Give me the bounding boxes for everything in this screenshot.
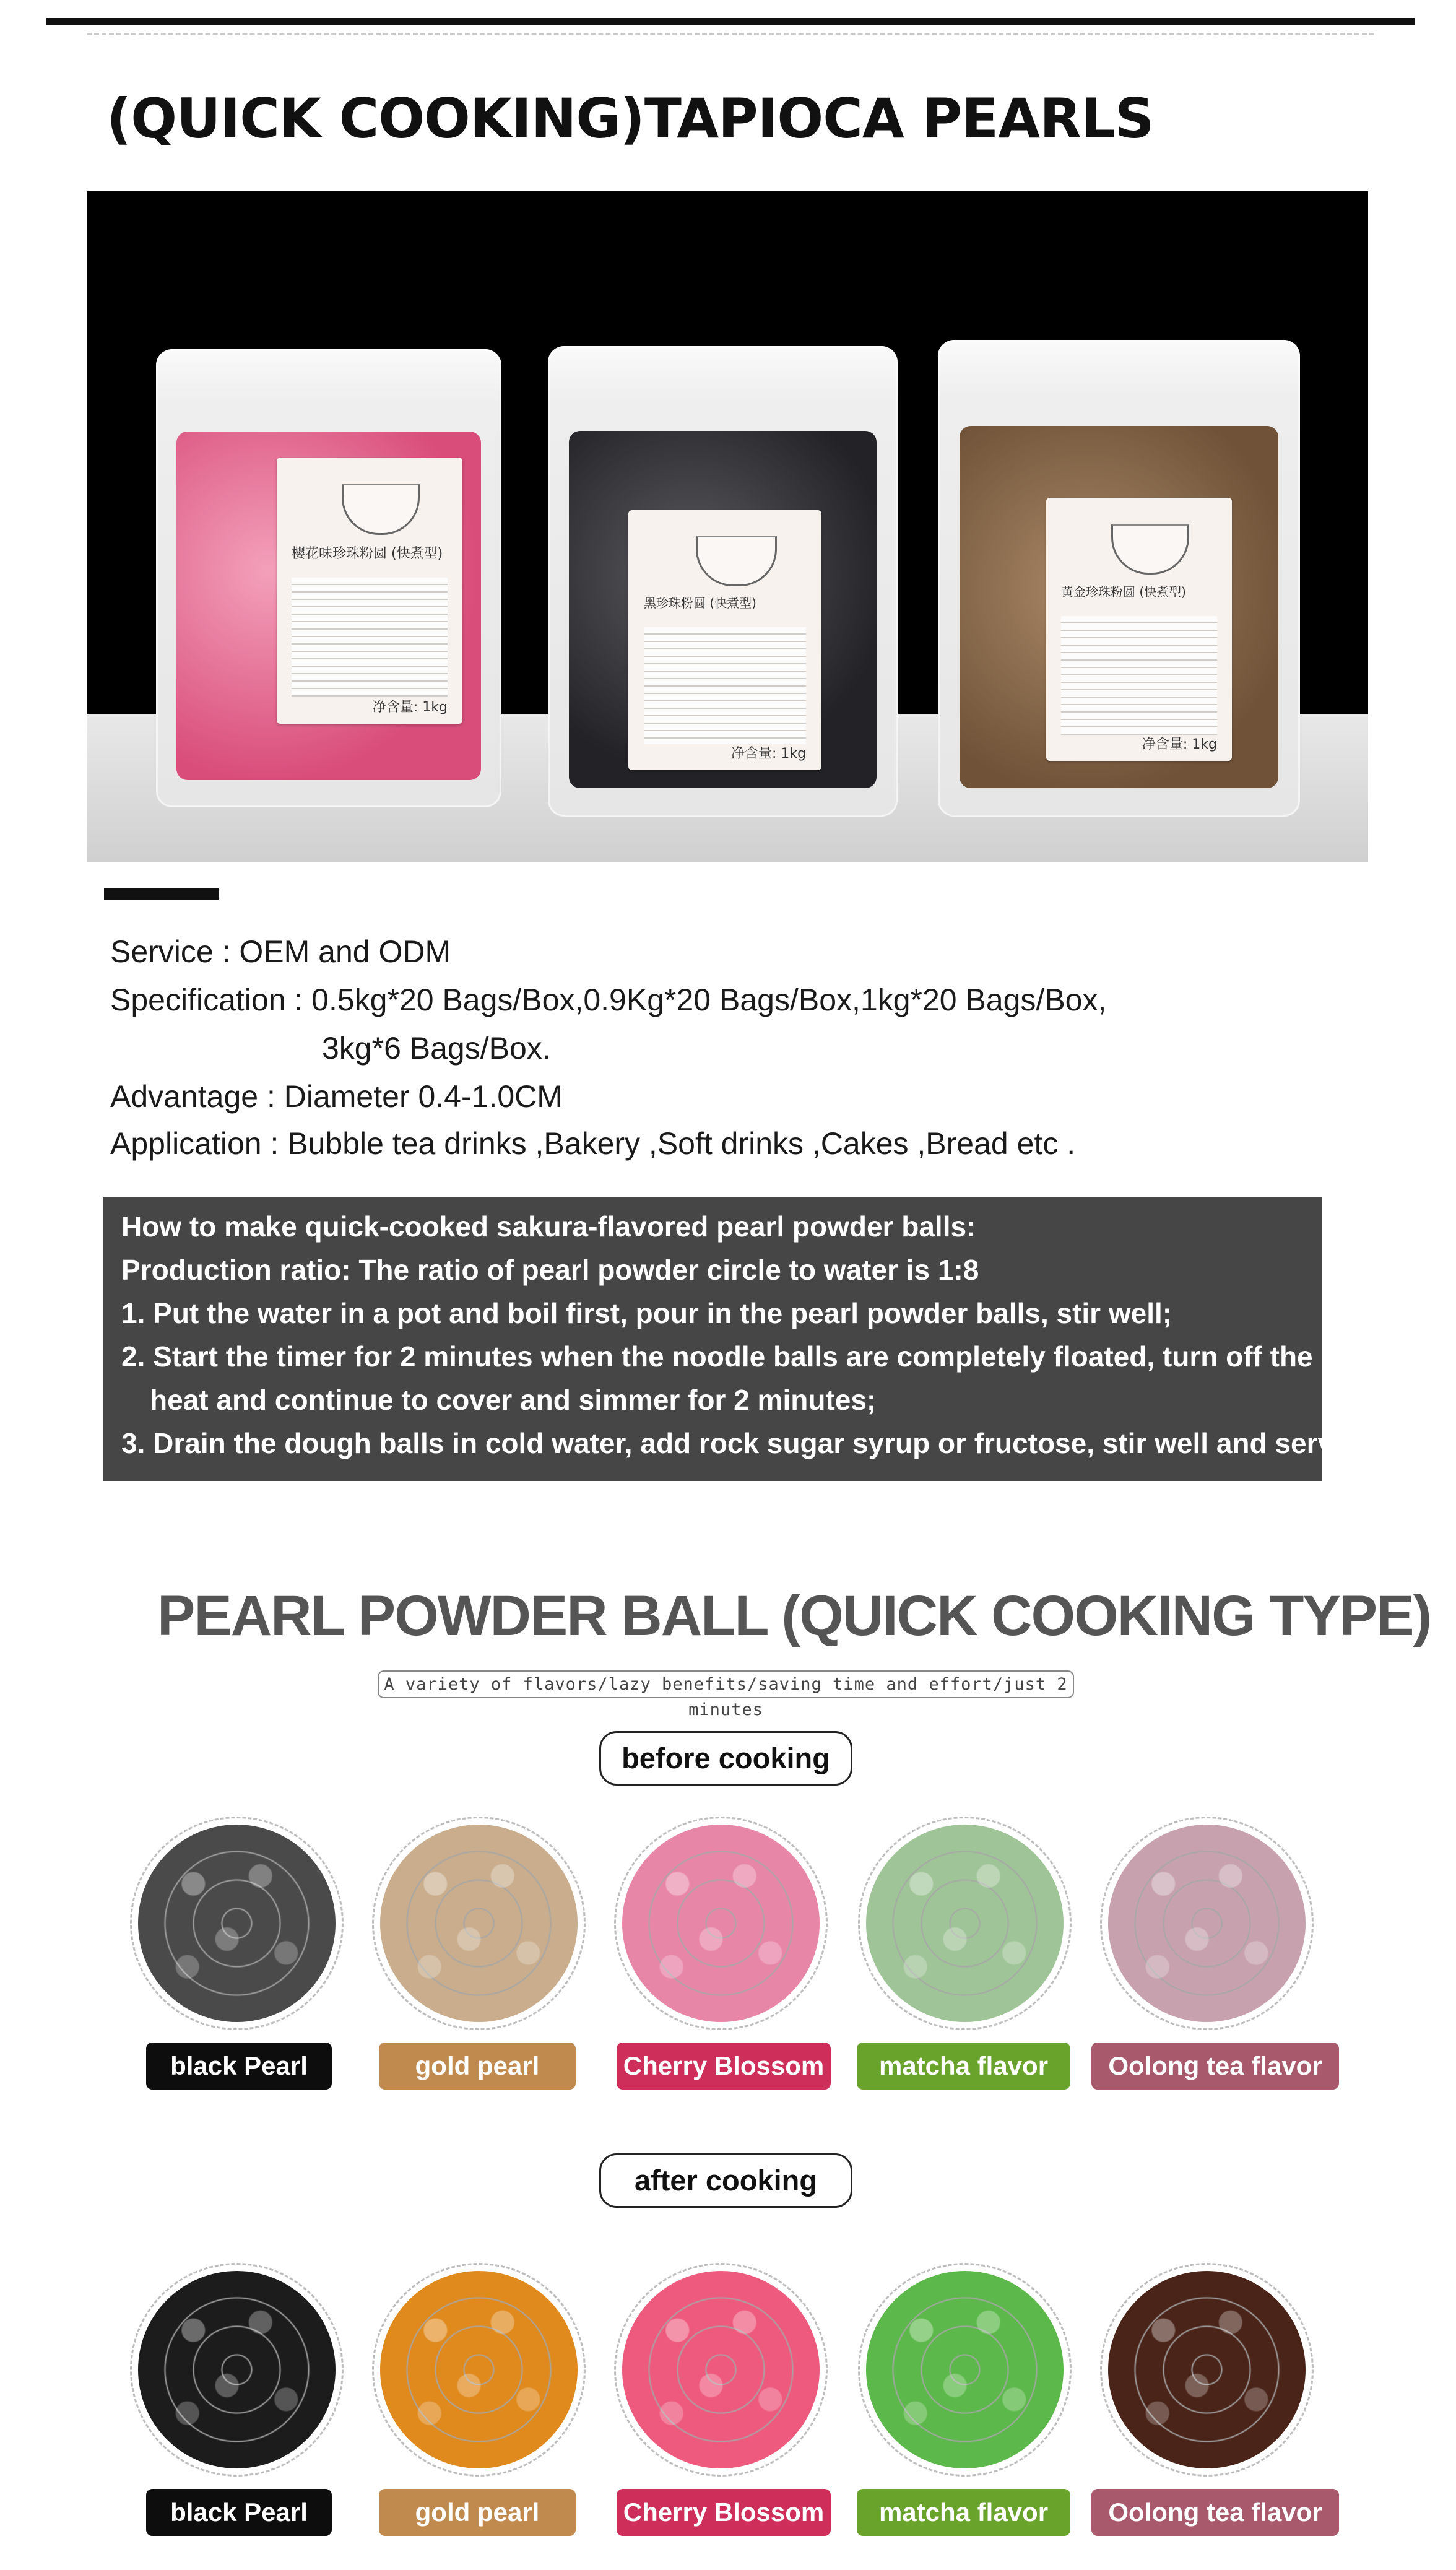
instructions-ratio: Production ratio: The ratio of pearl powder circle to water is 1:8 (121, 1254, 979, 1286)
instructions-step-2: 2. Start the timer for 2 minutes when the noodle balls are completely floated, turn off the (121, 1340, 1313, 1373)
product-bag-sakura (156, 349, 501, 807)
flavor-label-text: matcha flavor (878, 2051, 1049, 2080)
product-weight: 净含量: 1kg (1142, 737, 1217, 753)
label-text-lines (292, 578, 448, 698)
product-name-cn: 樱花味珍珠粉圆 (快煮型) (292, 545, 443, 562)
pearl-image (866, 1825, 1064, 2022)
product-label (1046, 498, 1232, 761)
before-photo-2 (372, 1817, 586, 2030)
before-cooking-label (599, 1731, 852, 1786)
section-title: PEARL POWDER BALL (QUICK COOKING TYPE) (157, 1584, 1431, 1647)
after-photo-1 (130, 2263, 344, 2477)
flavor-label-text: matcha flavor (878, 2498, 1049, 2527)
after-photo-4 (858, 2263, 1072, 2477)
after-photo-2 (372, 2263, 586, 2477)
product-name-cn: 黄金珍珠粉圆 (快煮型) (1061, 584, 1186, 599)
top-divider (46, 18, 1415, 25)
after-cooking-label (599, 2153, 852, 2208)
instructions-step-2-cont: heat and continue to cover and simmer for 2 minutes; (150, 1384, 877, 1416)
after-flavor-label-4 (857, 2489, 1070, 2536)
dashed-divider (87, 33, 1374, 35)
pearl-image (1108, 2271, 1306, 2468)
pearl-image (622, 1825, 820, 2022)
flavor-label-text: Oolong tea flavor (1108, 2051, 1322, 2080)
pearl-image (622, 2271, 820, 2468)
after-flavor-label-3 (617, 2489, 831, 2536)
flavor-label-text: gold pearl (415, 2051, 540, 2080)
before-flavor-label-3 (617, 2043, 831, 2090)
before-flavor-label-1 (146, 2043, 332, 2090)
after-flavor-label-5 (1091, 2489, 1339, 2536)
flavor-label-text: Oolong tea flavor (1108, 2498, 1322, 2527)
spec-application: Application : Bubble tea drinks ,Bakery ,Soft drinks ,Cakes ,Bread etc . (110, 1126, 1076, 1161)
after-flavor-label-2 (379, 2489, 576, 2536)
label-text-lines (644, 627, 806, 744)
product-name-cn: 黑珍珠粉圆 (快煮型) (643, 596, 756, 611)
flavor-label-text: black Pearl (170, 2498, 308, 2527)
flavor-label-text: Cherry Blossom (623, 2498, 825, 2527)
bowl-icon (342, 484, 420, 535)
before-cooking-text: before cooking (622, 1742, 830, 1774)
spec-service: Service : OEM and ODM (110, 934, 451, 969)
flavor-label-text: gold pearl (415, 2498, 540, 2527)
page-title: (QUICK COOKING)TAPIOCA PEARLS (106, 87, 1154, 150)
before-flavor-label-4 (857, 2043, 1070, 2090)
before-photo-4 (858, 1817, 1072, 2030)
before-flavor-label-2 (379, 2043, 576, 2090)
section-accent-bar (104, 888, 219, 900)
before-photo-5 (1100, 1817, 1314, 2030)
section-subtitle-text: A variety of flavors/lazy benefits/saving time and effort/just 2 minutes (384, 1675, 1068, 1719)
after-cooking-text: after cooking (634, 2164, 818, 2197)
instructions-step-3: 3. Drain the dough balls in cold water, add rock sugar syrup or fructose, stir well and serve. (121, 1427, 1358, 1459)
spec-specification: Specification : 0.5kg*20 Bags/Box,0.9Kg*20 Bags/Box,1kg*20 Bags/Box, (110, 983, 1107, 1017)
flavor-label-text: black Pearl (170, 2051, 308, 2080)
product-label (277, 458, 462, 724)
bowl-icon (696, 536, 777, 586)
pearl-image (138, 2271, 336, 2468)
product-bag-black (548, 346, 898, 817)
section-subtitle (378, 1670, 1074, 1719)
after-flavor-label-1 (146, 2489, 332, 2536)
after-photo-5 (1100, 2263, 1314, 2477)
before-flavor-label-5 (1091, 2043, 1339, 2090)
product-weight: 净含量: 1kg (730, 746, 807, 762)
spec-advantage: Advantage : Diameter 0.4-1.0CM (110, 1079, 563, 1114)
pearl-image (1108, 1825, 1306, 2022)
before-photo-1 (130, 1817, 344, 2030)
pearl-image (380, 2271, 578, 2468)
product-weight: 净含量: 1kg (372, 700, 448, 716)
product-bag-gold (938, 340, 1300, 817)
pearl-image (380, 1825, 578, 2022)
pearl-image (138, 1825, 336, 2022)
spec-specification-cont: 3kg*6 Bags/Box. (322, 1031, 551, 1066)
instructions-step-1: 1. Put the water in a pot and boil first, pour in the pearl powder balls, stir well; (121, 1297, 1172, 1329)
before-photo-3 (614, 1817, 828, 2030)
pearl-image (866, 2271, 1064, 2468)
after-photo-3 (614, 2263, 828, 2477)
instructions-box (103, 1197, 1358, 1481)
product-photo (87, 191, 1368, 862)
flavor-label-text: Cherry Blossom (623, 2051, 825, 2080)
product-label (628, 510, 821, 770)
label-text-lines (1061, 616, 1217, 734)
instructions-heading: How to make quick-cooked sakura-flavored pearl powder balls: (121, 1210, 976, 1243)
bowl-icon (1111, 524, 1189, 575)
